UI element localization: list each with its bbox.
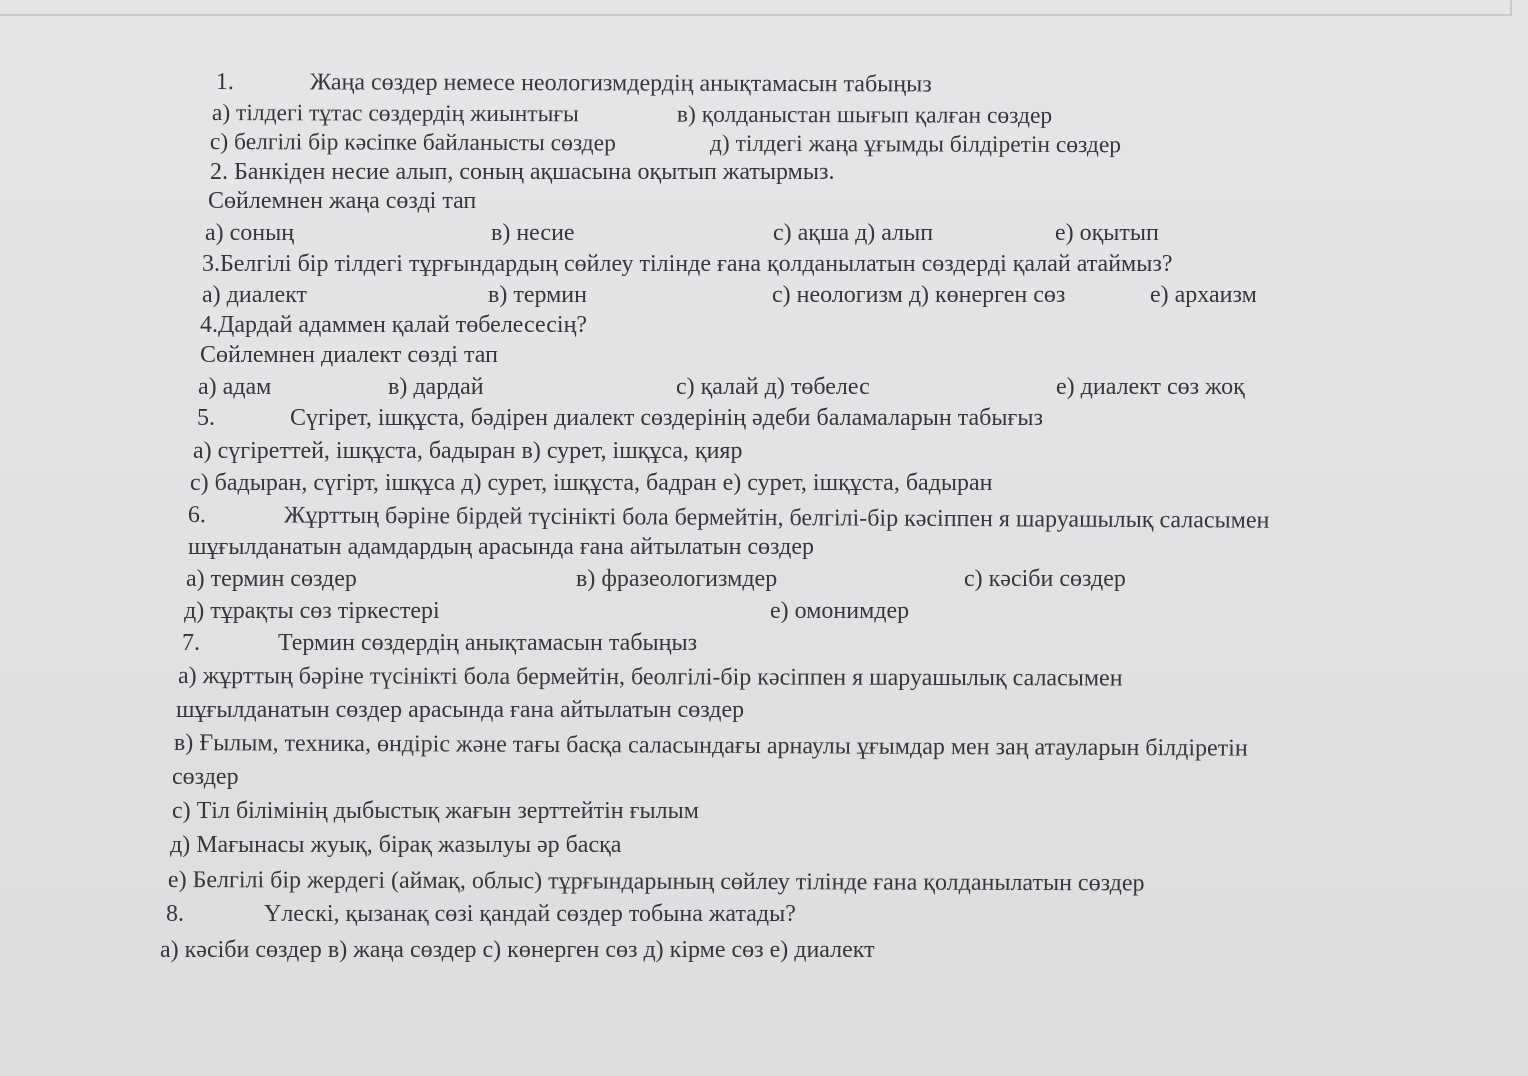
question-7-option-a: а) жұрттың бәріне түсінікті бола бермейтін, беолгілі-бір кәсіппен я шаруашылық саласымен bbox=[177, 663, 1123, 692]
question-4-option-cd: с) қалай д) төбелес bbox=[676, 374, 870, 400]
question-7-option-e-line bbox=[167, 866, 1388, 897]
question-2-option-b: в) несие bbox=[491, 220, 575, 246]
question-4-option-a: а) адам bbox=[198, 374, 272, 400]
question-7-title: Термин сөздердің анықтамасын табыңыз bbox=[278, 630, 698, 656]
question-3-option-e: е) архаизм bbox=[1150, 282, 1257, 308]
question-6-option-d: д) тұрақты сөз тіркестері bbox=[184, 598, 440, 624]
question-1-option-a: а) тілдегі тұтас сөздердің жиынтығы bbox=[211, 99, 579, 128]
question-7-option-a-cont: шұғылданатын сөздер арасында ғана айтылатын сөздер bbox=[176, 697, 745, 723]
question-6-title-cont: шұғылданатын адамдардың арасында ғана айтылатын сөздер bbox=[188, 534, 814, 560]
question-8-number: 8. bbox=[166, 901, 184, 927]
question-4-option-b: в) дардай bbox=[388, 374, 484, 400]
question-6-option-a: а) термин сөздер bbox=[186, 566, 357, 592]
question-7-option-c: с) Тіл білімінің дыбыстық жағын зерттейтін ғылым bbox=[172, 798, 699, 824]
question-4-title: 4.Дардай адаммен қалай төбелесесің? bbox=[200, 312, 588, 338]
question-7-option-b-line-1 bbox=[173, 729, 1504, 762]
question-4-option-e: е) диалект сөз жоқ bbox=[1056, 374, 1245, 400]
question-5-options-cde: с) бадыран, сүгірт, ішқұса д) сурет, ішқұста, бадран е) сурет, ішқұста, бадыран bbox=[190, 470, 993, 496]
question-1-options-row-1 bbox=[211, 99, 1212, 129]
question-6-option-b: в) фразеологизмдер bbox=[576, 566, 778, 592]
question-6-title: Жұрттың бәріне бірдей түсінікті бола бермейтін, белгілі-бір кәсіппен я шаруашылық саласымен bbox=[283, 502, 1270, 534]
question-7-option-a-line-1 bbox=[177, 662, 1338, 692]
question-6-option-c: с) кәсіби сөздер bbox=[964, 566, 1126, 592]
question-5-title: Сүгірет, ішқұста, бәдірен диалект сөздерінің әдеби баламаларын табығыз bbox=[290, 405, 1043, 431]
question-6-line bbox=[187, 501, 1488, 534]
question-3-option-cd: с) неологизм д) көнерген сөз bbox=[772, 282, 1066, 308]
question-2-subtitle: Сөйлемнен жаңа сөзді тап bbox=[208, 188, 477, 214]
question-1-title: Жаңа сөздер немесе неологизмдердің анықтамасын табыңыз bbox=[309, 69, 932, 98]
question-1-option-c: с) белгілі бір кәсіпке байланысты сөздер bbox=[209, 129, 616, 157]
question-2-option-e: е) оқытып bbox=[1055, 220, 1159, 246]
question-7-option-d: д) Мағынасы жуық, бірақ жазылуы әр басқа bbox=[170, 832, 622, 858]
question-2-title: 2. Банкіден несие алып, соның ақшасына оқытып жатырмыз. bbox=[210, 159, 835, 185]
question-2-option-cd: с) ақша д) алып bbox=[773, 220, 934, 246]
question-7-option-b: в) Ғылым, техника, өндіріс және тағы басқа саласындағы арнаулы ұғымдар мен заң атауларын білдіретін bbox=[173, 730, 1248, 762]
question-1-number: 1. bbox=[215, 68, 234, 96]
question-1-option-b: в) қолданыстан шығып қалған сөздер bbox=[676, 101, 1053, 129]
paper-edge bbox=[0, 0, 1512, 16]
question-2-option-a: а) соның bbox=[205, 220, 295, 246]
question-4-subtitle: Сөйлемнен диалект сөзді тап bbox=[200, 342, 498, 368]
question-6-number: 6. bbox=[187, 502, 206, 529]
question-5-number: 5. bbox=[197, 405, 215, 431]
question-3-title: 3.Белгілі бір тілдегі тұрғындардың сөйлеу тілінде ғана қолданылатын сөздерді қалай атаймыз? bbox=[202, 251, 1173, 277]
question-3-option-b: в) термин bbox=[488, 282, 587, 308]
question-6-option-e: е) омонимдер bbox=[770, 598, 910, 624]
question-3-option-a: а) диалект bbox=[202, 282, 308, 308]
question-1-line bbox=[215, 68, 1216, 98]
question-1-option-d: д) тілдегі жаңа ұғымды білдіретін сөздер bbox=[709, 130, 1122, 159]
question-5-options-ab: а) сүгіреттей, ішқұста, бадыран в) сурет, ішқұса, қияр bbox=[193, 438, 743, 464]
question-8-title: Үлескі, қызанақ сөзі қандай сөздер тобына жатады? bbox=[264, 901, 796, 927]
question-7-option-e: е) Белгілі бір жердегі (аймақ, облыс) тұрғындарының сөйлеу тілінде ғана қолданылатын сөздер bbox=[167, 867, 1145, 897]
question-7-option-b-cont: сөздер bbox=[172, 764, 239, 790]
question-7-number: 7. bbox=[182, 630, 200, 656]
question-8-options: а) кәсіби сөздер в) жаңа сөздер с) көнерген сөз д) кірме сөз е) диалект bbox=[160, 937, 875, 963]
